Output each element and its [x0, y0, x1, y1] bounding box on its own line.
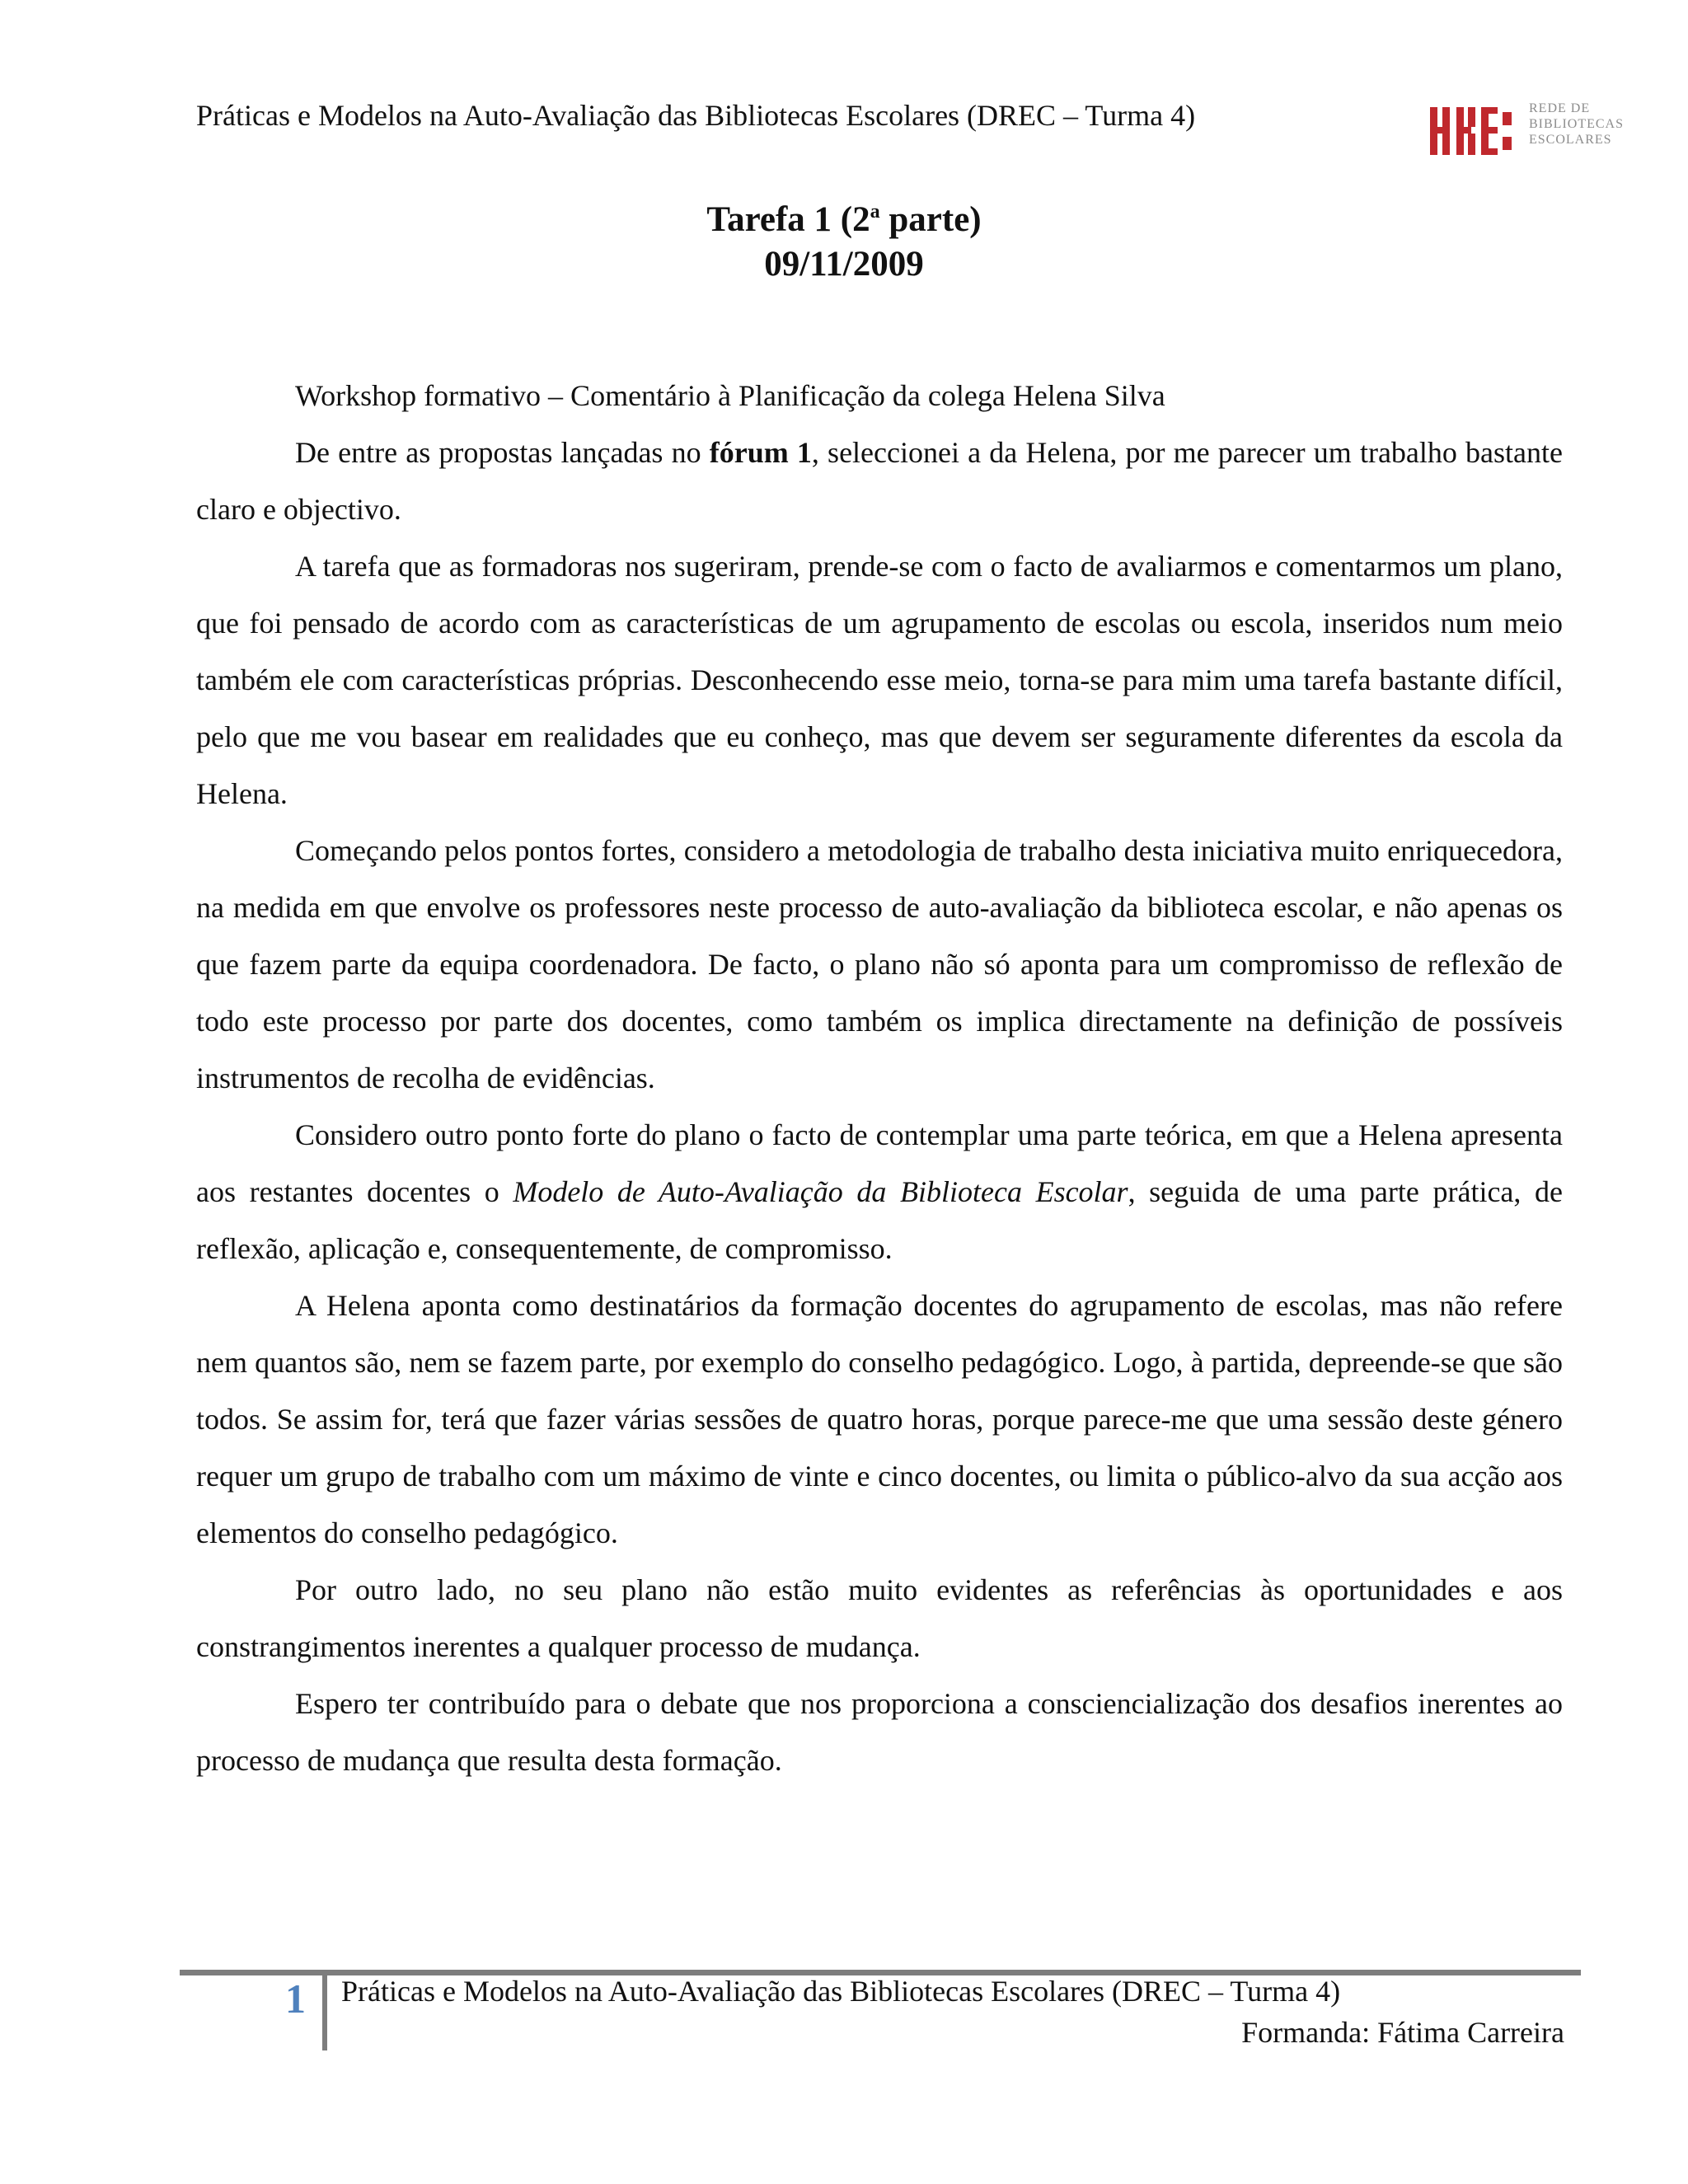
logo-line-2: BIBLIOTECAS [1529, 117, 1624, 131]
title-superscript: a [870, 201, 880, 223]
rbe-logo-mark [1430, 107, 1521, 155]
p4-italic: Modelo de Auto-Avaliação da Biblioteca Escolar [513, 1175, 1128, 1208]
paragraph-4 [196, 1107, 1563, 1277]
logo-line-3: ESCOLARES [1529, 133, 1612, 147]
title-main: Tarefa 1 (2 [706, 200, 870, 239]
document-body [196, 368, 1563, 1789]
paragraph-5: A Helena aponta como destinatários da formação docentes do agrupamento de escolas, mas não refere nem quantos são, nem se fazem parte, por exemplo do conselho pedagógico. Logo, à partida, depreende-se que são todos. Se assim for, terá que fazer várias sessões de quatro horas, porque parece-me que uma sessão deste género requer um grupo de trabalho com um máximo de vinte e cinco docentes, ou limita o público-alvo da sua acção aos elementos do conselho pedagógico. [196, 1289, 1563, 1549]
body-heading: Workshop formativo – Comentário à Planificação da colega Helena Silva [295, 379, 1165, 412]
document-title [0, 198, 1688, 287]
paragraph-1 [196, 424, 1563, 538]
p4-text-after: , seguida de uma parte prática, de reflexão, aplicação e, consequentemente, de compromisso. [196, 1175, 1563, 1265]
p4-text: Considero outro ponto forte do plano o facto de contemplar uma parte teórica, em que a Helena apresenta aos restantes docentes o [196, 1118, 1563, 1208]
p1-text-after: , seleccionei a da Helena, por me parecer um trabalho bastante claro e objectivo. [196, 436, 1564, 526]
title-end: parte) [879, 200, 982, 239]
page-header-text: Práticas e Modelos na Auto-Avaliação das Bibliotecas Escolares (DREC – Turma 4) [196, 99, 1196, 132]
title-date: 09/11/2009 [764, 245, 924, 284]
logo-line-1: REDE DE [1529, 101, 1591, 115]
p1-bold: fórum 1 [709, 436, 812, 469]
paragraph-3: Começando pelos pontos fortes, considero a metodologia de trabalho desta iniciativa muito enriquecedora, na medida em que envolve os professores neste processo de auto-avaliação da biblioteca escolar, e não apenas os que fazem parte da equipa coordenadora. De facto, o plano não só aponta para um compromisso de reflexão de todo este processo por parte dos docentes, como também os implica directamente na definição de possíveis instrumentos de recolha de evidências. [196, 834, 1563, 1094]
footer-author: Formanda: Fátima Carreira [1241, 2016, 1564, 2049]
p1-text: De entre as propostas lançadas no [295, 436, 710, 469]
rbe-logo-text [1529, 101, 1624, 148]
paragraph-7: Espero ter contribuído para o debate que nos proporciona a consciencialização dos desafios inerentes ao processo de mudança que resulta desta formação. [196, 1687, 1563, 1777]
paragraph-2: A tarefa que as formadoras nos sugeriram, prende-se com o facto de avaliarmos e comentarmos um plano, que foi pensado de acordo com as características de um agrupamento de escolas ou escola, inseridos num meio também ele com características próprias. Desconhecendo esse meio, torna-se para mim uma tarefa bastante difícil, pelo que me vou basear em realidades que eu conheço, mas que devem ser seguramente diferentes da escola da Helena. [196, 550, 1563, 810]
title-line [0, 198, 1688, 242]
page-number: 1 [285, 1975, 306, 2022]
footer-vertical-rule [322, 1970, 327, 2050]
footer-title: Práticas e Modelos na Auto-Avaliação das Bibliotecas Escolares (DREC – Turma 4) [341, 1975, 1341, 2008]
paragraph-6: Por outro lado, no seu plano não estão muito evidentes as referências às oportunidades e aos constrangimentos inerentes a qualquer processo de mudança. [196, 1573, 1563, 1663]
rbe-logo [1430, 94, 1628, 168]
